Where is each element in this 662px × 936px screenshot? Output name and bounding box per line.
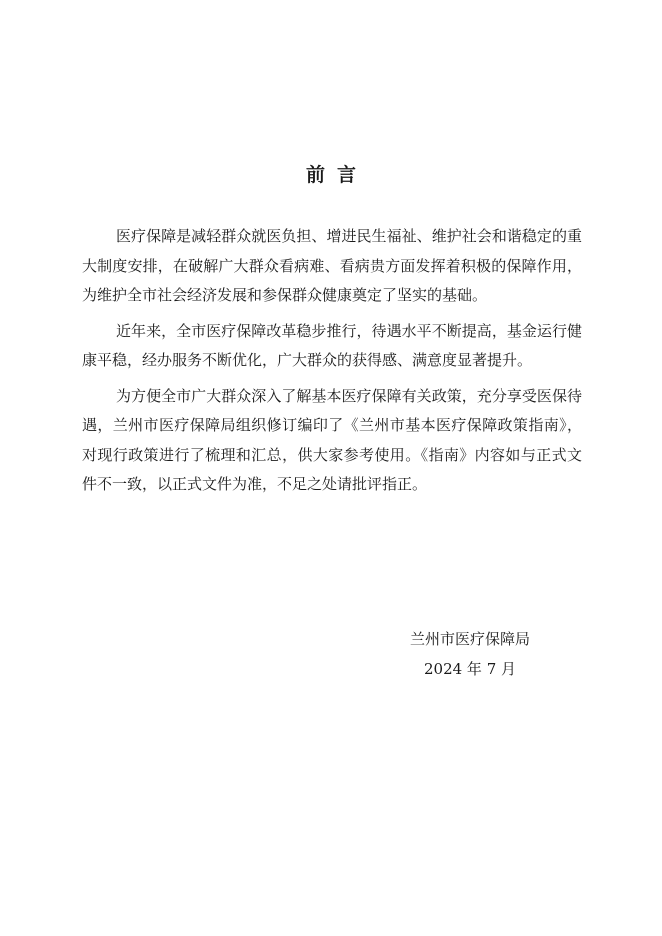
page-title: 前言 [305, 164, 368, 186]
preface-body [82, 222, 582, 506]
preface-paragraph-2: 近年来，全市医疗保障改革稳步推行，待遇水平不断提高，基金运行健康平稳，经办服务不断优化，广大群众的获得感、满意度显著提升。 [82, 321, 582, 369]
signature-block [380, 624, 560, 684]
preface-paragraph-1: 医疗保障是减轻群众就医负担、增进民生福祉、维护社会和谐稳定的重大制度安排，在破解广大群众看病难、看病贵方面发挥着积极的保障作用，为维护全市社会经济发展和参保群众健康奠定了坚实的基础。 [82, 227, 582, 304]
preface-paragraph-3: 为方便全市广大群众深入了解基本医疗保障有关政策，充分享受医保待遇，兰州市医疗保障局组织修订编印了《兰州市基本医疗保障政策指南》，对现行政策进行了梳理和汇总，供大家参考使用。《指南》内容如与正式文件不一致，以正式文件为准，不足之处请批评指正。 [82, 386, 582, 493]
signature-date: 2024 年 7 月 [423, 660, 517, 678]
signature-organization: 兰州市医疗保障局 [409, 630, 530, 648]
